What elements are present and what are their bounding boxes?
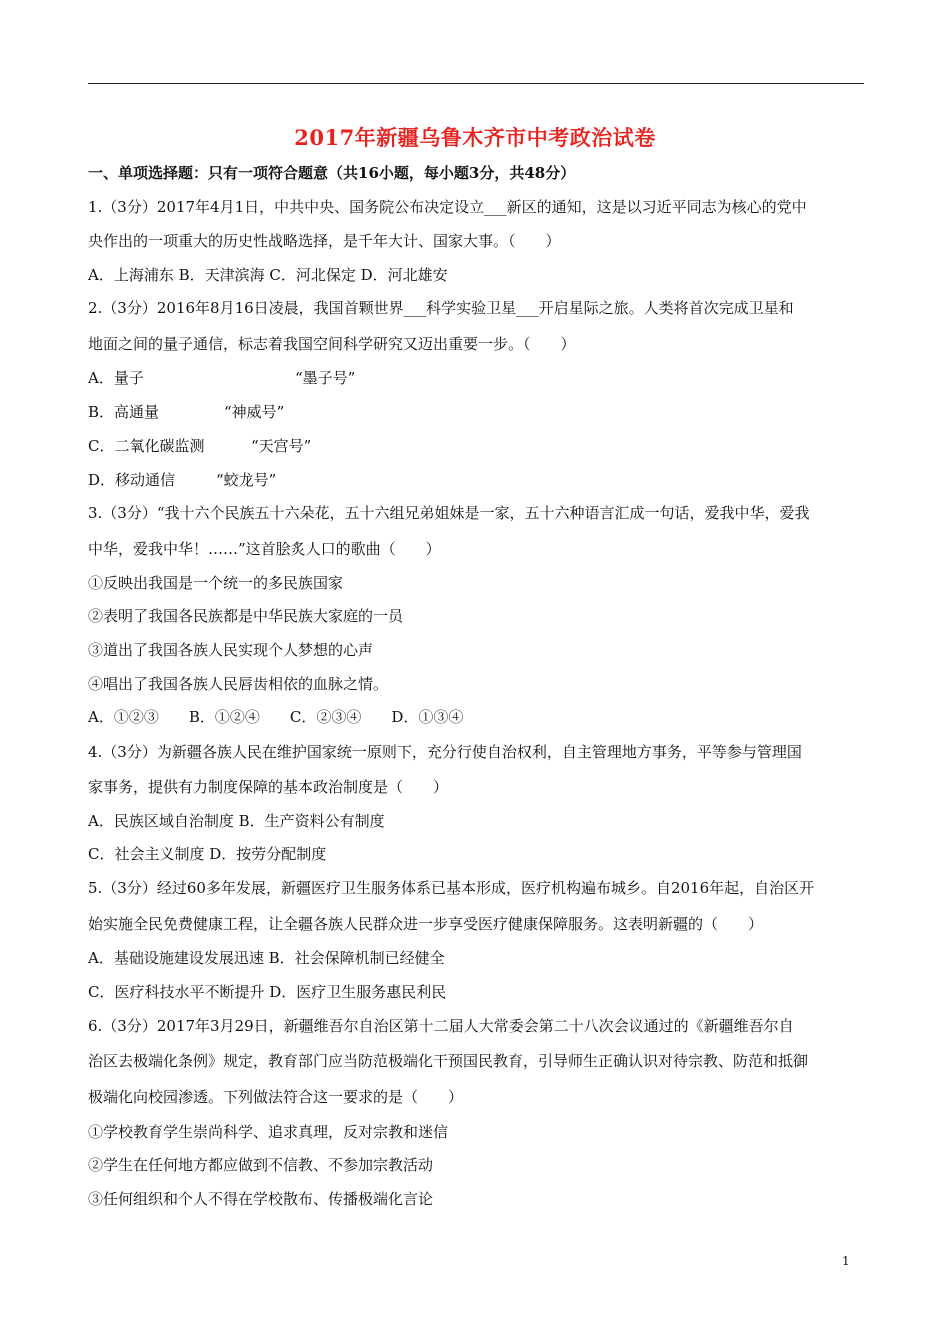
q2-option-c-satellite: “天宫号” — [251, 437, 312, 455]
q2-option-c — [88, 436, 311, 456]
q2-option-a-satellite: “墨子号” — [295, 369, 356, 387]
q4-line2: 家事务，提供有力制度保障的基本政治制度是（ ） — [88, 778, 449, 796]
q1-line1: 1.（3分）2017年4月1日，中共中央、国务院公布决定设立___新区的通知，这是以习近平同志为核心的党中 — [88, 198, 807, 216]
q5-line1: 5.（3分）经过60多年发展，新疆医疗卫生服务体系已基本形成，医疗机构遍布城乡。自2016年起，自治区开 — [88, 879, 815, 897]
q2-option-d-satellite: “蛟龙号” — [216, 471, 277, 489]
q2-option-a — [88, 368, 355, 388]
q3-options: A．①②③ B．①②④ C．②③④ D．①③④ — [88, 708, 464, 726]
q5-options-row1: A．基础设施建设发展迅速 B．社会保障机制已经健全 — [88, 949, 445, 967]
q2-option-a-text: A．量子 — [88, 369, 144, 387]
q4-options-row2: C．社会主义制度 D．按劳分配制度 — [88, 845, 327, 863]
q2-option-d-text: D．移动通信 — [88, 471, 176, 489]
header-rule — [88, 83, 864, 84]
page-number: 1 — [842, 1254, 850, 1268]
q6-statement-3: ③任何组织和个人不得在学校散布、传播极端化言论 — [88, 1190, 434, 1208]
q5-line2: 始实施全民免费健康工程，让全疆各族人民群众进一步享受医疗健康保障服务。这表明新疆的（ ） — [88, 915, 764, 933]
q3-line1: 3.（3分）“我十六个民族五十六朵花，五十六组兄弟姐妹是一家，五十六种语言汇成一句话，爱我中华，爱我 — [88, 504, 810, 522]
q5-options-row2: C．医疗科技水平不断提升 D．医疗卫生服务惠民利民 — [88, 983, 447, 1001]
q6-line2: 治区去极端化条例》规定，教育部门应当防范极端化干预国民教育，引导师生正确认识对待宗教、防范和抵御 — [88, 1052, 809, 1070]
q1-line2: 央作出的一项重大的历史性战略选择，是千年大计、国家大事。（ ） — [88, 232, 561, 250]
q2-option-b-satellite: “神威号” — [224, 403, 285, 421]
q4-line1: 4.（3分）为新疆各族人民在维护国家统一原则下，充分行使自治权利，自主管理地方事务，平等参与管理国 — [88, 743, 802, 761]
q6-line1: 6.（3分）2017年3月29日，新疆维吾尔自治区第十二届人大常委会第二十八次会议通过的《新疆维吾尔自 — [88, 1017, 794, 1035]
q6-statement-1: ①学校教育学生崇尚科学、追求真理，反对宗教和迷信 — [88, 1123, 449, 1141]
q2-option-b-text: B．高通量 — [88, 403, 160, 421]
q3-statement-4: ④唱出了我国各族人民唇齿相依的血脉之情。 — [88, 675, 389, 693]
q3-statement-1: ①反映出我国是一个统一的多民族国家 — [88, 574, 344, 592]
q3-statement-2: ②表明了我国各民族都是中华民族大家庭的一员 — [88, 607, 404, 625]
q2-option-c-text: C．二氧化碳监测 — [88, 437, 205, 455]
q2-option-d — [88, 470, 276, 490]
q2-line2: 地面之间的量子通信，标志着我国空间科学研究又迈出重要一步。（ ） — [88, 335, 576, 353]
q4-options-row1: A．民族区域自治制度 B．生产资料公有制度 — [88, 812, 385, 830]
q2-option-b — [88, 402, 284, 422]
q3-statement-3: ③道出了我国各族人民实现个人梦想的心声 — [88, 641, 374, 659]
page-title: 2017年新疆乌鲁木齐市中考政治试卷 — [294, 125, 656, 150]
section-heading: 一、单项选择题：只有一项符合题意（共16小题，每小题3分，共48分） — [88, 164, 576, 182]
q6-statement-2: ②学生在任何地方都应做到不信教、不参加宗教活动 — [88, 1156, 434, 1174]
q2-line1: 2.（3分）2016年8月16日凌晨，我国首颗世界___科学实验卫星___开启星际之旅。人类将首次完成卫星和 — [88, 299, 794, 317]
q1-options: A．上海浦东 B．天津滨海 C．河北保定 D．河北雄安 — [88, 266, 448, 284]
q6-line3: 极端化向校园渗透。下列做法符合这一要求的是（ ） — [88, 1088, 464, 1106]
q3-line2: 中华，爱我中华！……”这首脍炙人口的歌曲（ ） — [88, 540, 441, 558]
